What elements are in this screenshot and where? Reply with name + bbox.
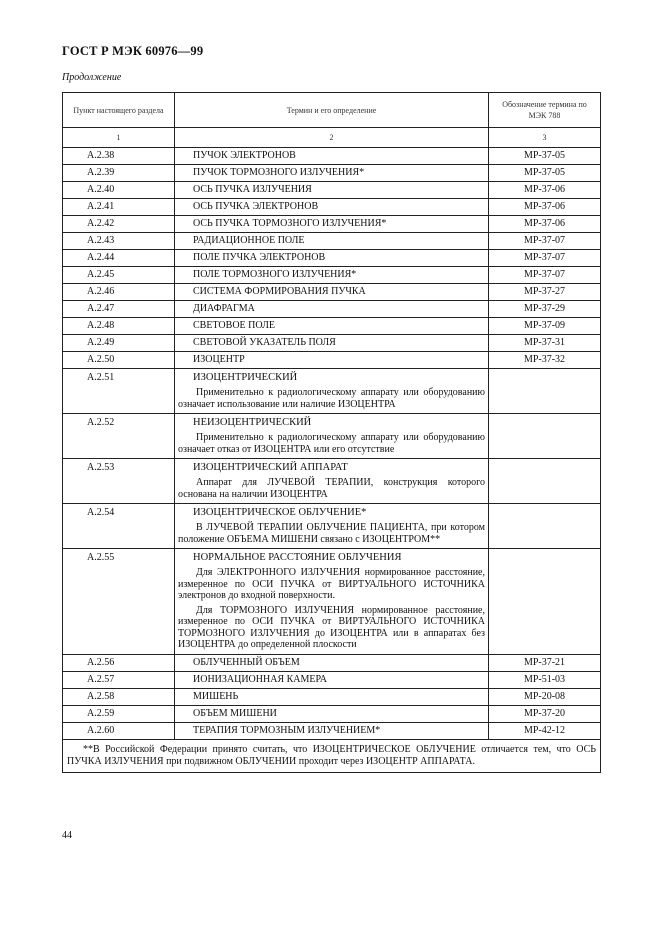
term: ОБЛУЧЕННЫЙ ОБЪЕМ <box>175 654 489 671</box>
header-term-definition: Термин и его определение <box>175 93 489 128</box>
table-row <box>63 671 601 688</box>
iec-code-empty <box>489 414 601 459</box>
table-row <box>63 654 601 671</box>
term: ОСЬ ПУЧКА ИЗЛУЧЕНИЯ <box>175 182 489 199</box>
section-number: A.2.47 <box>63 301 175 318</box>
term: ПОЛЕ ТОРМОЗНОГО ИЗЛУЧЕНИЯ* <box>175 267 489 284</box>
term: ОБЪЕМ МИШЕНИ <box>175 705 489 722</box>
iec-code-empty <box>489 549 601 655</box>
iec-code-empty <box>489 369 601 414</box>
definition-text: Для ТОРМОЗНОГО ИЗЛУЧЕНИЯ нормированное расстояние, измеренное по ОСИ ПУЧКА от ВИРТУАЛЬНОГО ИСТОЧНИКА ТОРМОЗНОГО ИЗЛУЧЕНИЯ до ИЗОЦЕНТРА или в аппаратах без ИЗОЦЕНТРА до определенной плоскости <box>178 604 485 650</box>
term-definition-cell <box>175 414 489 459</box>
table-row <box>63 267 601 284</box>
term: ПУЧОК ЭЛЕКТРОНОВ <box>175 148 489 165</box>
definition-text: В ЛУЧЕВОЙ ТЕРАПИИ ОБЛУЧЕНИЕ ПАЦИЕНТА, при котором положение ОБЪЕМА МИШЕНИ связано с ИЗОЦЕНТРОМ** <box>178 522 485 545</box>
term-definition-cell <box>175 549 489 655</box>
section-number: A.2.39 <box>63 165 175 182</box>
iec-code: MP-37-20 <box>489 705 601 722</box>
iec-code-empty <box>489 504 601 549</box>
column-number: 1 <box>63 128 175 148</box>
iec-code: MP-37-05 <box>489 148 601 165</box>
table-row <box>63 233 601 250</box>
section-number: A.2.46 <box>63 284 175 301</box>
column-number: 3 <box>489 128 601 148</box>
term-definition-cell <box>175 369 489 414</box>
column-number-row <box>63 128 601 148</box>
term: СВЕТОВОЙ УКАЗАТЕЛЬ ПОЛЯ <box>175 335 489 352</box>
section-number: A.2.50 <box>63 352 175 369</box>
section-number: A.2.56 <box>63 654 175 671</box>
terms-table <box>62 92 601 773</box>
term: ИЗОЦЕНТРИЧЕСКОЕ ОБЛУЧЕНИЕ* <box>193 507 367 518</box>
table-row <box>63 199 601 216</box>
table-row <box>63 688 601 705</box>
section-number: A.2.43 <box>63 233 175 250</box>
definition-text: Для ЭЛЕКТРОННОГО ИЗЛУЧЕНИЯ нормированное расстояние, измеренное по ОСИ ПУЧКА от ВИРТУАЛЬНОГО ИСТОЧНИКА электронов до входной поверхности. <box>178 567 485 601</box>
term: ИЗОЦЕНТРИЧЕСКИЙ АППАРАТ <box>193 462 348 473</box>
footnote: **В Российской Федерации принято считать, что ИЗОЦЕНТРИЧЕСКОЕ ОБЛУЧЕНИЕ отличается тем, что ОСЬ ПУЧКА ИЗЛУЧЕНИЯ при подвижном ОБЛУЧЕНИИ проходит через ИЗОЦЕНТР АППАРАТА. <box>63 739 601 772</box>
definition-text: Применительно к радиологическому аппарату или оборудованию означает отказ от ИЗОЦЕНТРА или его отсутствие <box>178 432 485 455</box>
term: СВЕТОВОЕ ПОЛЕ <box>175 318 489 335</box>
term: ИЗОЦЕНТР <box>175 352 489 369</box>
section-number: A.2.40 <box>63 182 175 199</box>
table-row <box>63 722 601 739</box>
term: ПУЧОК ТОРМОЗНОГО ИЗЛУЧЕНИЯ* <box>175 165 489 182</box>
definition-row <box>63 414 601 459</box>
term-definition-cell <box>175 459 489 504</box>
iec-code: MP-37-29 <box>489 301 601 318</box>
section-number: A.2.48 <box>63 318 175 335</box>
table-row <box>63 301 601 318</box>
iec-code: MP-37-09 <box>489 318 601 335</box>
section-number: A.2.44 <box>63 250 175 267</box>
section-number: A.2.52 <box>63 414 175 459</box>
term: ПОЛЕ ПУЧКА ЭЛЕКТРОНОВ <box>175 250 489 267</box>
term: ИЗОЦЕНТРИЧЕСКИЙ <box>193 372 298 383</box>
iec-code: MP-37-06 <box>489 199 601 216</box>
term: СИСТЕМА ФОРМИРОВАНИЯ ПУЧКА <box>175 284 489 301</box>
iec-code: MP-37-21 <box>489 654 601 671</box>
term: НЕИЗОЦЕНТРИЧЕСКИЙ <box>193 417 312 428</box>
definition-text: Применительно к радиологическому аппарату или оборудованию означает использование или наличие ИЗОЦЕНТРА <box>178 387 485 410</box>
table-row <box>63 318 601 335</box>
term-definition-cell <box>175 504 489 549</box>
iec-code: MP-20-08 <box>489 688 601 705</box>
term: ДИАФРАГМА <box>175 301 489 318</box>
section-number: A.2.59 <box>63 705 175 722</box>
section-number: A.2.45 <box>63 267 175 284</box>
table-row <box>63 705 601 722</box>
section-number: A.2.57 <box>63 671 175 688</box>
iec-code-empty <box>489 459 601 504</box>
footnote-row <box>63 739 601 772</box>
table-row <box>63 182 601 199</box>
section-number: A.2.51 <box>63 369 175 414</box>
section-number: A.2.60 <box>63 722 175 739</box>
term: ТЕРАПИЯ ТОРМОЗНЫМ ИЗЛУЧЕНИЕМ* <box>175 722 489 739</box>
section-number: A.2.53 <box>63 459 175 504</box>
section-number: A.2.41 <box>63 199 175 216</box>
continuation-label: Продолжение <box>62 72 122 83</box>
table-row <box>63 250 601 267</box>
term: РАДИАЦИОННОЕ ПОЛЕ <box>175 233 489 250</box>
column-number: 2 <box>175 128 489 148</box>
iec-code: MP-37-27 <box>489 284 601 301</box>
definition-row <box>63 459 601 504</box>
section-number: A.2.42 <box>63 216 175 233</box>
term: ОСЬ ПУЧКА ТОРМОЗНОГО ИЗЛУЧЕНИЯ* <box>175 216 489 233</box>
iec-code: MP-37-07 <box>489 250 601 267</box>
iec-code: MP-37-31 <box>489 335 601 352</box>
term: НОРМАЛЬНОЕ РАССТОЯНИЕ ОБЛУЧЕНИЯ <box>193 552 402 563</box>
iec-code: MP-42-12 <box>489 722 601 739</box>
document-title: ГОСТ Р МЭК 60976—99 <box>62 44 204 58</box>
definition-row <box>63 504 601 549</box>
section-number: A.2.58 <box>63 688 175 705</box>
table-row <box>63 216 601 233</box>
term: ОСЬ ПУЧКА ЭЛЕКТРОНОВ <box>175 199 489 216</box>
table-row <box>63 284 601 301</box>
definition-row <box>63 549 601 655</box>
iec-code: MP-37-32 <box>489 352 601 369</box>
table-header-row <box>63 93 601 128</box>
header-section-number: Пункт настоящего раздела <box>63 93 175 128</box>
iec-code: MP-37-07 <box>489 267 601 284</box>
table-row <box>63 148 601 165</box>
iec-code: MP-37-05 <box>489 165 601 182</box>
table-row <box>63 352 601 369</box>
iec-code: MP-37-07 <box>489 233 601 250</box>
section-number: A.2.38 <box>63 148 175 165</box>
table-row <box>63 165 601 182</box>
iec-code: MP-51-03 <box>489 671 601 688</box>
iec-code: MP-37-06 <box>489 216 601 233</box>
header-iec-designation: Обозначение термина по МЭК 788 <box>489 93 601 128</box>
page-number: 44 <box>62 830 72 841</box>
section-number: A.2.49 <box>63 335 175 352</box>
term: МИШЕНЬ <box>175 688 489 705</box>
section-number: A.2.55 <box>63 549 175 655</box>
definition-text: Аппарат для ЛУЧЕВОЙ ТЕРАПИИ, конструкция которого основана на наличии ИЗОЦЕНТРА <box>178 477 485 500</box>
definition-row <box>63 369 601 414</box>
iec-code: MP-37-06 <box>489 182 601 199</box>
section-number: A.2.54 <box>63 504 175 549</box>
table-row <box>63 335 601 352</box>
term: ИОНИЗАЦИОННАЯ КАМЕРА <box>175 671 489 688</box>
